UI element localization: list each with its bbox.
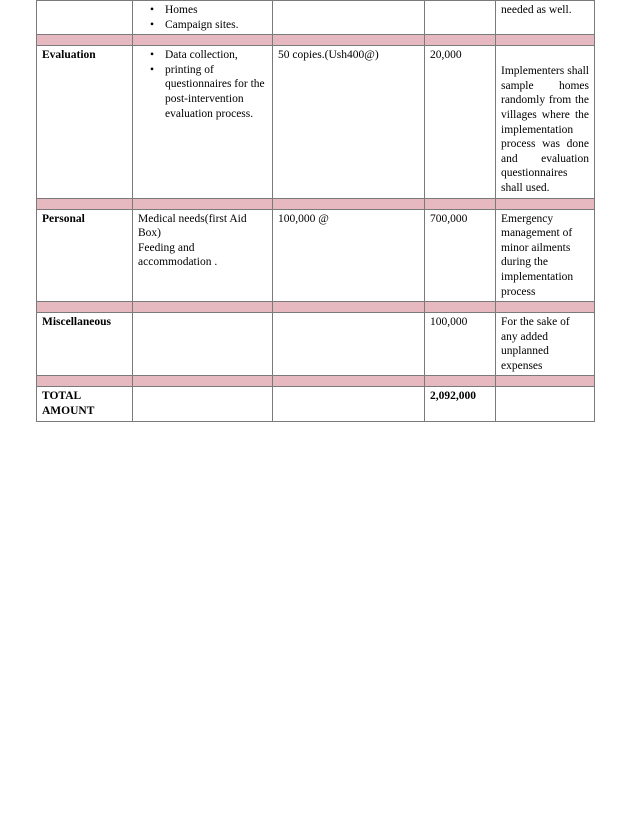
table-row (37, 46, 595, 198)
category-cell (37, 1, 133, 35)
empty-cell (273, 387, 425, 421)
amount-cell (425, 1, 496, 35)
table-row (37, 313, 595, 376)
amount-cell: 20,000 (425, 46, 496, 198)
amount-cell: 700,000 (425, 209, 496, 302)
total-label: TOTAL AMOUNT (37, 387, 133, 421)
activities-cell (133, 209, 273, 302)
activity-list (138, 3, 267, 32)
budget-table (36, 0, 595, 422)
activity-list (138, 48, 267, 121)
bullet-icon: • (150, 18, 155, 31)
list-item: • Data collection, (150, 49, 238, 62)
justification-cell: For the sake of any added unplanned expenses (496, 313, 595, 376)
activity-line: Feeding and accommodation . (138, 241, 218, 269)
category-cell: Evaluation (37, 46, 133, 198)
empty-cell (496, 387, 595, 421)
total-row (37, 387, 595, 421)
unit-cost-cell: 100,000 @ (273, 209, 425, 302)
unit-cost-cell (273, 1, 425, 35)
list-item: • Homes (150, 4, 198, 16)
table-row (37, 209, 595, 302)
justification-cell (496, 46, 595, 198)
activity-line: Medical needs(first Aid Box) (138, 212, 247, 240)
bullet-icon: • (150, 49, 155, 62)
list-item: • printing of questionnaires for the post-intervention evaluation process. (150, 63, 265, 120)
table-row (37, 1, 595, 35)
category-cell: Miscellaneous (37, 313, 133, 376)
empty-cell (133, 387, 273, 421)
justification-cell: needed as well. (496, 1, 595, 35)
activities-cell (133, 46, 273, 198)
unit-cost-cell: 50 copies.(Ush400@) (273, 46, 425, 198)
separator-row (37, 198, 595, 209)
separator-row (37, 35, 595, 46)
activities-cell (133, 313, 273, 376)
list-item: • Campaign sites. (150, 18, 239, 31)
activities-cell (133, 1, 273, 35)
category-cell: Personal (37, 209, 133, 302)
unit-cost-cell (273, 313, 425, 376)
total-amount: 2,092,000 (425, 387, 496, 421)
amount-cell: 100,000 (425, 313, 496, 376)
separator-row (37, 376, 595, 387)
bullet-icon: • (150, 63, 155, 76)
justification-cell: Emergency management of minor ailments during the implementation process (496, 209, 595, 302)
separator-row (37, 302, 595, 313)
justification-text: Implementers shall sample homes randomly from the villages where the implementation process was done and evaluation questionnaires shall used. (501, 65, 589, 194)
bullet-icon: • (150, 4, 155, 16)
